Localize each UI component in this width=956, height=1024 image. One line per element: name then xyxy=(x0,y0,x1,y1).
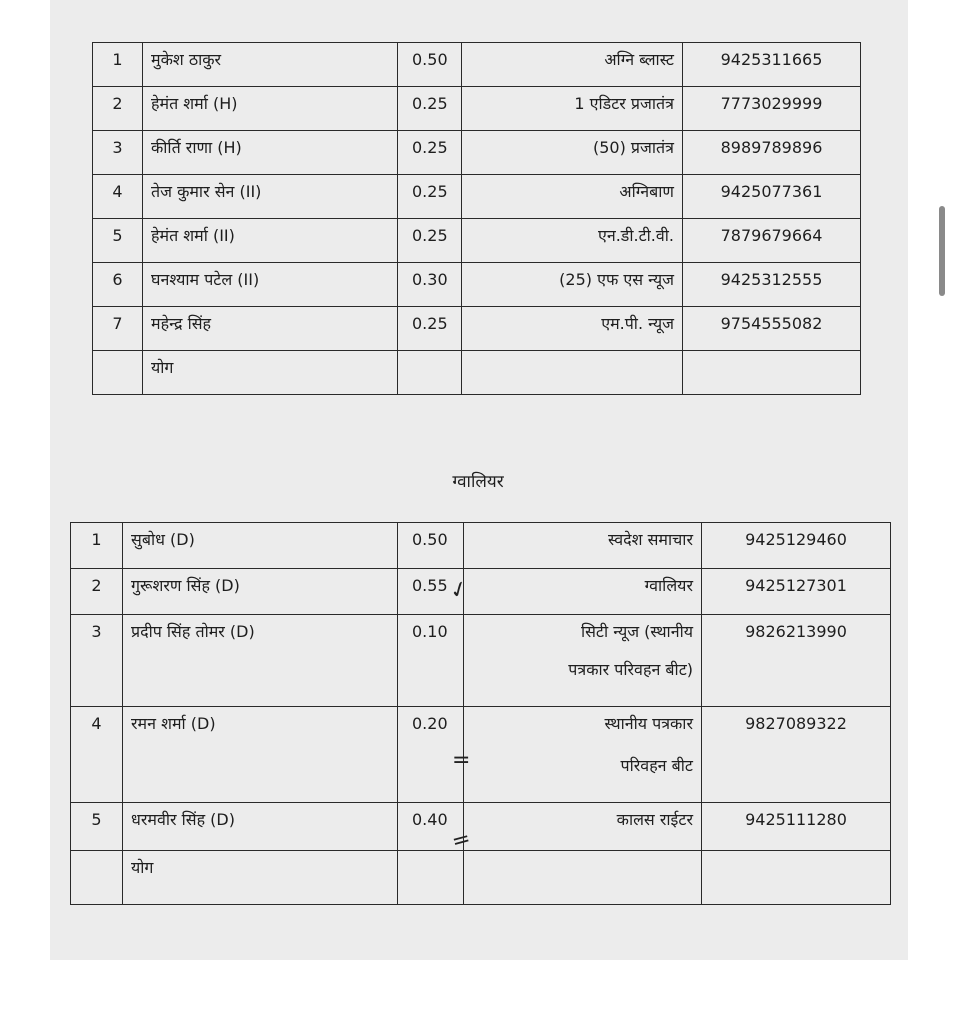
publication xyxy=(464,615,702,707)
person-name: गुरूशरण सिंह (D) xyxy=(123,569,398,615)
table-row xyxy=(71,803,891,851)
table-row xyxy=(93,263,861,307)
publication: एन.डी.टी.वी. xyxy=(462,219,683,263)
person-name: धरमवीर सिंह (D) xyxy=(123,803,398,851)
table-row xyxy=(71,707,891,803)
table-row xyxy=(93,43,861,87)
person-name: तेज कुमार सेन (II) xyxy=(143,175,398,219)
publication-line: स्थानीय पत्रकार xyxy=(604,714,693,733)
serial-number: 1 xyxy=(71,523,123,569)
amount: 0.40 xyxy=(398,803,464,851)
publication: (50) प्रजातंत्र xyxy=(462,131,683,175)
person-name: प्रदीप सिंह तोमर (D) xyxy=(123,615,398,707)
empty-cell xyxy=(71,851,123,905)
serial-number: 6 xyxy=(93,263,143,307)
person-name: सुबोध (D) xyxy=(123,523,398,569)
publication-line: परिवहन बीट xyxy=(620,756,693,775)
serial-number: 7 xyxy=(93,307,143,351)
person-name: महेन्द्र सिंह xyxy=(143,307,398,351)
publication xyxy=(464,523,702,569)
phone-number: 9425127301 xyxy=(702,569,891,615)
empty-cell xyxy=(702,851,891,905)
publication xyxy=(464,707,702,803)
empty-cell xyxy=(462,351,683,395)
serial-number: 4 xyxy=(93,175,143,219)
total-row xyxy=(93,351,861,395)
phone-number: 9425077361 xyxy=(683,175,861,219)
publication-line: ग्वालियर xyxy=(644,576,693,595)
amount: 0.55 xyxy=(398,569,464,615)
amount: 0.25 xyxy=(398,175,462,219)
publication-line: कालस राईटर xyxy=(616,810,693,829)
publication: 1 एडिटर प्रजातंत्र xyxy=(462,87,683,131)
handwritten-tick-mark: ✓ xyxy=(446,575,473,606)
total-row xyxy=(71,851,891,905)
empty-cell xyxy=(398,851,464,905)
publication: अग्नि ब्लास्ट xyxy=(462,43,683,87)
phone-number: 9425111280 xyxy=(702,803,891,851)
serial-number: 3 xyxy=(93,131,143,175)
table-row xyxy=(71,615,891,707)
total-label: योग xyxy=(143,351,398,395)
publication-line: सिटी न्यूज (स्थानीय xyxy=(580,622,693,641)
empty-cell xyxy=(464,851,702,905)
phone-number: 8989789896 xyxy=(683,131,861,175)
phone-number: 9826213990 xyxy=(702,615,891,707)
publication-line: पत्रकार परिवहन बीट) xyxy=(568,660,693,679)
empty-cell xyxy=(93,351,143,395)
serial-number: 2 xyxy=(93,87,143,131)
amount: 0.50 xyxy=(398,43,462,87)
publication: अग्निबाण xyxy=(462,175,683,219)
table-row xyxy=(71,523,891,569)
phone-number: 9827089322 xyxy=(702,707,891,803)
amount: 0.50 xyxy=(398,523,464,569)
person-name: हेमंत शर्मा (II) xyxy=(143,219,398,263)
table-row xyxy=(71,569,891,615)
amount: 0.25 xyxy=(398,131,462,175)
phone-number: 7879679664 xyxy=(683,219,861,263)
section-heading-gwalior: ग्वालियर xyxy=(452,472,504,492)
table-row xyxy=(93,87,861,131)
serial-number: 3 xyxy=(71,615,123,707)
handwritten-equals-mark: = xyxy=(449,826,474,855)
phone-number: 7773029999 xyxy=(683,87,861,131)
table-row xyxy=(93,219,861,263)
amount: 0.25 xyxy=(398,307,462,351)
publication xyxy=(464,803,702,851)
payment-table-2 xyxy=(70,522,891,905)
phone-number: 9425129460 xyxy=(702,523,891,569)
serial-number: 4 xyxy=(71,707,123,803)
serial-number: 5 xyxy=(71,803,123,851)
serial-number: 2 xyxy=(71,569,123,615)
publication: एम.पी. न्यूज xyxy=(462,307,683,351)
phone-number: 9425312555 xyxy=(683,263,861,307)
handwritten-equals-mark: = xyxy=(452,748,471,773)
table-row xyxy=(93,131,861,175)
person-name: घनश्याम पटेल (II) xyxy=(143,263,398,307)
empty-cell xyxy=(683,351,861,395)
publication xyxy=(464,569,702,615)
amount: 0.25 xyxy=(398,87,462,131)
person-name: कीर्ति राणा (H) xyxy=(143,131,398,175)
table-row xyxy=(93,307,861,351)
serial-number: 5 xyxy=(93,219,143,263)
amount: 0.30 xyxy=(398,263,462,307)
publication: (25) एफ एस न्यूज xyxy=(462,263,683,307)
table-row xyxy=(93,175,861,219)
payment-table-1 xyxy=(92,42,861,395)
vertical-scrollbar[interactable] xyxy=(939,206,945,296)
phone-number: 9754555082 xyxy=(683,307,861,351)
amount: 0.10 xyxy=(398,615,464,707)
total-label: योग xyxy=(123,851,398,905)
phone-number: 9425311665 xyxy=(683,43,861,87)
person-name: हेमंत शर्मा (H) xyxy=(143,87,398,131)
amount: 0.20 xyxy=(398,707,464,803)
person-name: रमन शर्मा (D) xyxy=(123,707,398,803)
amount: 0.25 xyxy=(398,219,462,263)
empty-cell xyxy=(398,351,462,395)
serial-number: 1 xyxy=(93,43,143,87)
person-name: मुकेश ठाकुर xyxy=(143,43,398,87)
publication-line: स्वदेश समाचार xyxy=(608,530,693,549)
